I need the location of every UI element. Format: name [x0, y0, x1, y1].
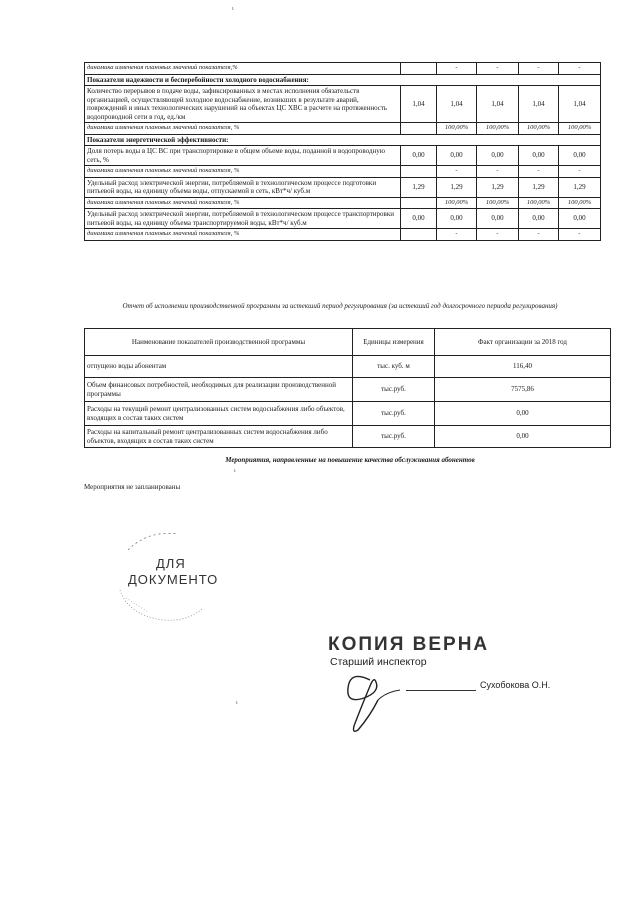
row-name: Расходы на текущий ремонт централизованных систем водоснабжения либо объектов, входящих в состав таких систем [85, 402, 353, 426]
production-program-table [84, 328, 611, 448]
dynamics-row [85, 229, 601, 241]
indicator-value: 0,00 [401, 146, 437, 166]
measures-title: Мероприятия, направленные на повышение качества обслуживания абонентов [225, 456, 475, 464]
row-unit: тыс.руб. [353, 426, 435, 448]
indicator-value: - [519, 63, 559, 75]
row-unit: тыс.руб. [353, 402, 435, 426]
indicator-value [401, 166, 437, 178]
indicator-value: 100,00% [519, 197, 559, 209]
indicator-value: - [519, 229, 559, 241]
section-header-row [85, 134, 601, 146]
table-header-row [85, 329, 611, 356]
indicator-value: 1,04 [559, 86, 601, 123]
indicator-value: - [559, 229, 601, 241]
indicator-value: 0,00 [559, 209, 601, 229]
header-name: Наименование показателей производственной программы [85, 329, 353, 356]
indicator-value: - [559, 63, 601, 75]
indicator-value: 0,00 [401, 209, 437, 229]
row-name: Расходы на капитальный ремонт централизованных систем водоснабжения либо объектов, входящих в состав таких систем [85, 426, 353, 448]
stamp-text-line1: ДЛЯ [156, 556, 186, 571]
indicator-label: динамика изменения плановых значений показателя, % [85, 166, 401, 178]
indicator-label: динамика изменения плановых значений показателя,% [85, 63, 401, 75]
indicator-value [401, 229, 437, 241]
indicator-label: динамика изменения плановых значений показателя, % [85, 123, 401, 135]
header-fact: Факт организации за 2018 год [435, 329, 611, 356]
copy-certified-stamp: КОПИЯ ВЕРНА [328, 634, 490, 655]
indicator-value: 1,29 [437, 177, 477, 197]
indicator-value [401, 123, 437, 135]
indicator-row [85, 86, 601, 123]
indicator-row [85, 146, 601, 166]
signer-name: Сухобокова О.Н. [480, 680, 551, 690]
dynamics-row [85, 123, 601, 135]
row-unit: тыс.руб. [353, 378, 435, 402]
indicator-value: 1,04 [477, 86, 519, 123]
indicator-value: - [437, 63, 477, 75]
indicator-value: 1,04 [437, 86, 477, 123]
signature-line [406, 690, 476, 691]
indicator-value: 100,00% [437, 123, 477, 135]
dynamics-row [85, 63, 601, 75]
row-value: 0,00 [435, 426, 611, 448]
indicators-table [84, 62, 601, 241]
scan-mark: ı [234, 468, 236, 474]
indicator-label: Удельный расход электрической энергии, потребляемой в технологическом процессе подготовки питьевой воды, на единицу объема воды, отпускаемой в сеть, кВт*ч/ куб.м [85, 177, 401, 197]
inspector-position: Старший инспектор [330, 656, 427, 668]
indicator-value: 1,04 [401, 86, 437, 123]
indicator-value: 100,00% [437, 197, 477, 209]
dynamics-row [85, 166, 601, 178]
report-caption: Отчет об исполнении производственной программы за истекший период регулирования (за истекший год долгосрочного периода регулирования) [122, 302, 558, 310]
indicator-value: 1,29 [559, 177, 601, 197]
handwritten-signature [330, 660, 480, 740]
row-value: 0,00 [435, 402, 611, 426]
indicator-label: Показатели надежности и бесперебойности холодного водоснабжения: [85, 74, 601, 86]
indicator-row [85, 177, 601, 197]
indicator-label: Доля потерь воды в ЦС ВС при транспортировке в общем объеме воды, поданной в водопроводную сеть, % [85, 146, 401, 166]
measures-text: Мероприятия не запланированы [84, 483, 181, 491]
indicator-value: 1,29 [401, 177, 437, 197]
indicator-value: 0,00 [437, 146, 477, 166]
table-row [85, 426, 611, 448]
indicators-table-body [85, 63, 601, 241]
indicator-row [85, 209, 601, 229]
indicator-label: Удельный расход электрической энергии, потребляемой в технологическом процессе транспортировки питьевой воды, на единицу объема транспортируемой воды, кВт*ч/ куб.м [85, 209, 401, 229]
indicator-value: 0,00 [519, 146, 559, 166]
indicator-value: 0,00 [477, 146, 519, 166]
indicator-value: 100,00% [519, 123, 559, 135]
indicator-value: - [477, 166, 519, 178]
indicator-label: Количество перерывов в подаче воды, зафиксированных в местах исполнения обязательств организацией, осуществляющей холодное водоснабжение, возникших в результате аварий, повреждений и иных технологических нарушений на объектах ЦС ХВС в расчете на протяженность водопроводной сети в год, ед./км [85, 86, 401, 123]
indicator-value: 100,00% [559, 197, 601, 209]
indicator-value: - [559, 166, 601, 178]
indicator-value [401, 63, 437, 75]
row-unit: тыс. куб. м [353, 356, 435, 378]
indicator-label: динамика изменения плановых значений показателя, % [85, 229, 401, 241]
indicator-value: 100,00% [477, 123, 519, 135]
scan-mark: ı [236, 700, 238, 706]
indicator-value: 0,00 [477, 209, 519, 229]
indicator-value: - [477, 63, 519, 75]
table-row [85, 402, 611, 426]
section-header-row [85, 74, 601, 86]
row-value: 7575,86 [435, 378, 611, 402]
indicator-value: - [477, 229, 519, 241]
indicator-value: 0,00 [437, 209, 477, 229]
indicator-value [401, 197, 437, 209]
indicator-value: - [437, 166, 477, 178]
row-name: Объем финансовых потребностей, необходимых для реализации производственной программы [85, 378, 353, 402]
indicator-value: 1,29 [519, 177, 559, 197]
indicator-value: - [437, 229, 477, 241]
table-row [85, 378, 611, 402]
stamp-text-line2: ДОКУМЕНТО [128, 572, 219, 587]
scan-mark: ı [232, 6, 234, 12]
indicator-value: 100,00% [559, 123, 601, 135]
indicator-value: 1,29 [477, 177, 519, 197]
row-name: отпущено воды абонентам [85, 356, 353, 378]
indicator-value: - [519, 166, 559, 178]
indicator-value: 0,00 [559, 146, 601, 166]
dynamics-row [85, 197, 601, 209]
table-row [85, 356, 611, 378]
header-unit: Единицы измерения [353, 329, 435, 356]
indicator-label: Показатели энергетической эффективности: [85, 134, 601, 146]
indicator-label: динамика изменения плановых значений показателя, % [85, 197, 401, 209]
indicator-value: 0,00 [519, 209, 559, 229]
indicator-value: 100,00% [477, 197, 519, 209]
indicator-value: 1,04 [519, 86, 559, 123]
row-value: 116,40 [435, 356, 611, 378]
